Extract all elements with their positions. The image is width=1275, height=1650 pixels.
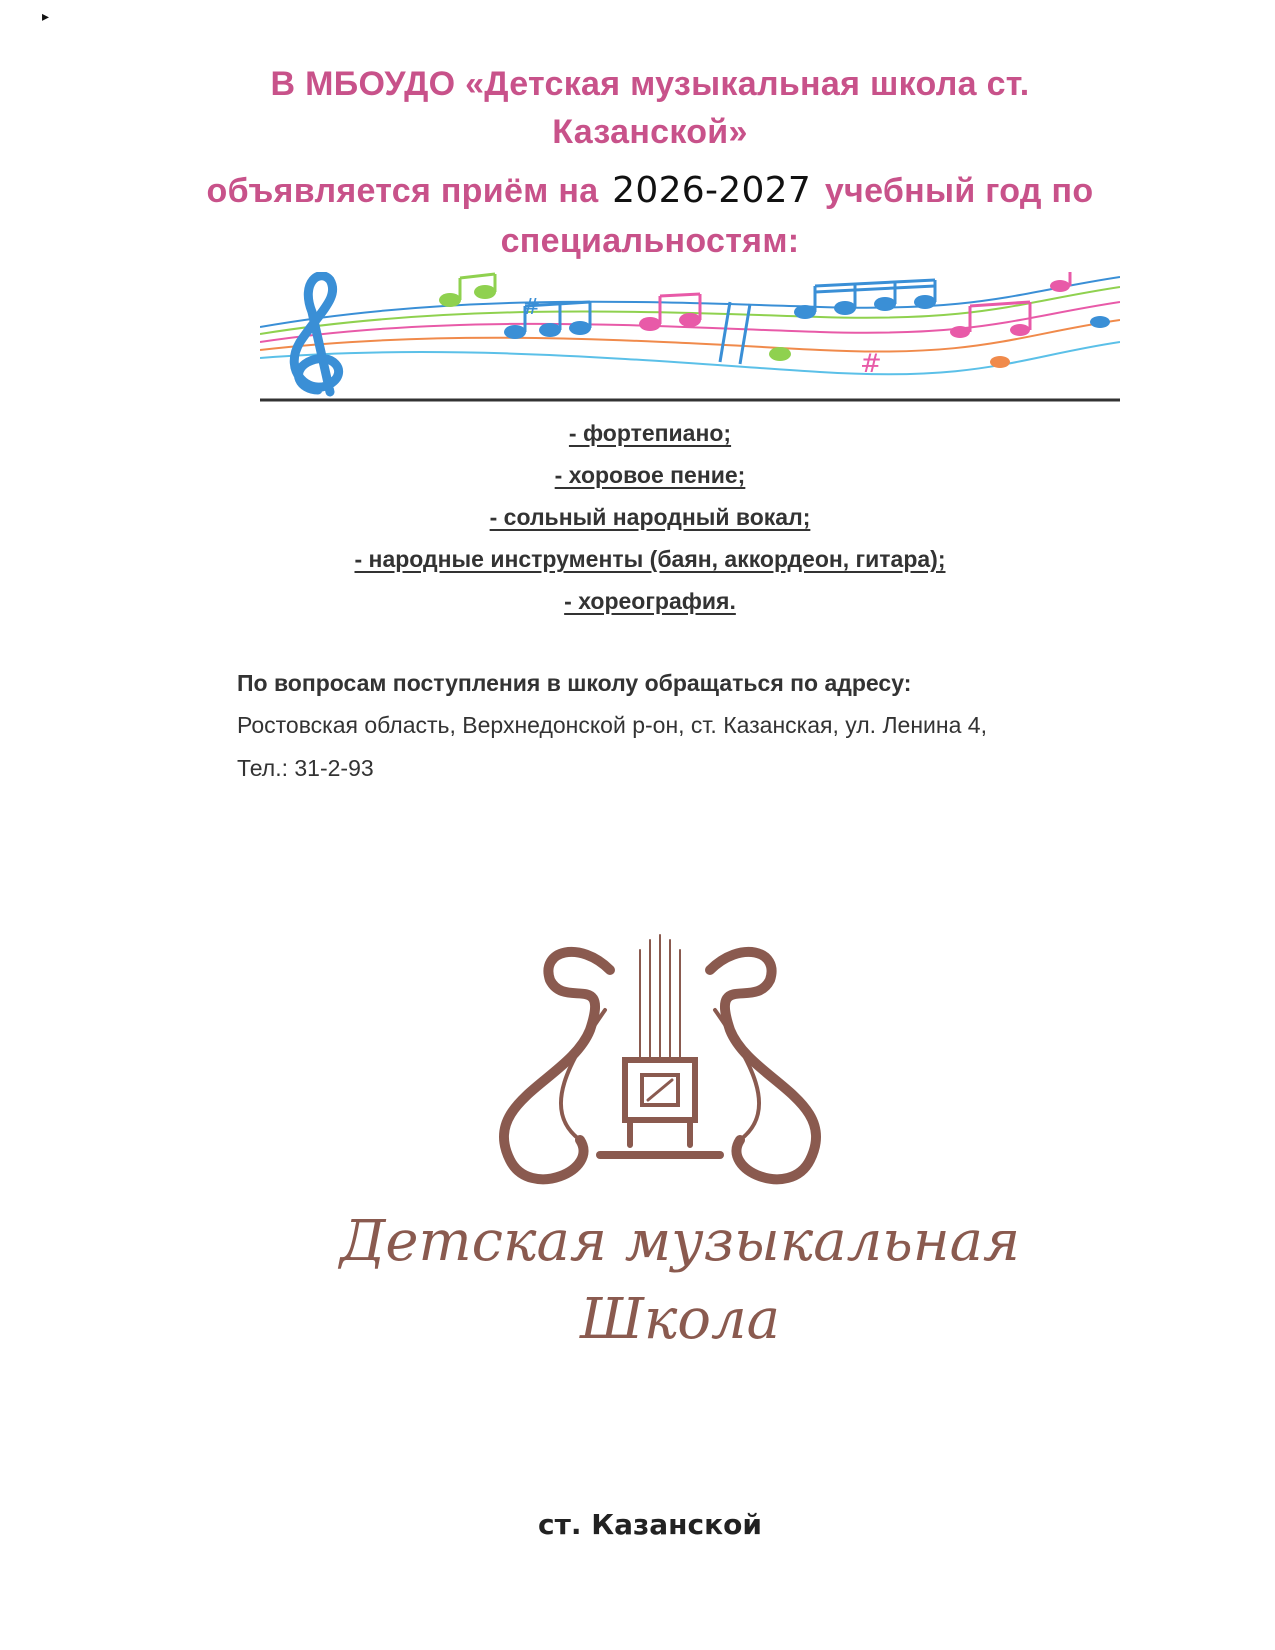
scan-corner-mark: ▸ [42,8,50,24]
svg-text:#: # [522,295,541,320]
list-item [200,496,1100,538]
list-item [200,454,1100,496]
footer-place: ст. Казанской [538,1508,762,1541]
specialty-folk-instruments: - народные инструменты (баян, аккордеон, гитара); [354,546,946,572]
contact-phone: Тел.: 31-2-93 [237,755,374,781]
contact-lead: По вопросам поступления в школу обращаться по адресу: [237,670,912,696]
logo-script-line1: Детская музыкальная [339,1209,1021,1274]
music-notes-banner-icon [260,272,1120,404]
heading-admission-after: учебный год по специальностям: [500,172,1094,260]
lyre-logo-icon [280,930,1080,1370]
specialty-folk-vocal: - сольный народный вокал; [489,504,811,530]
specialty-choreography: - хореография. [564,588,736,614]
academic-year: 2026-2027 [612,170,812,211]
svg-text:#: # [860,349,882,379]
heading-admission [200,166,1100,266]
list-item [200,412,1100,454]
logo-script-line2: Школа [579,1287,781,1352]
heading-admission-before: объявляется приём на [206,172,599,210]
list-item [200,580,1100,622]
list-item [200,538,1100,580]
contact-block [237,662,1137,790]
specialties-list [200,412,1100,622]
contact-address: Ростовская область, Верхнедонской р-он, ст. Казанская, ул. Ленина 4, [237,712,987,738]
specialty-choral-singing: - хоровое пение; [554,462,746,488]
heading-school-name: В МБОУДО «Детская музыкальная школа ст. Казанской» [270,65,1030,151]
specialty-piano: - фортепиано; [568,420,732,446]
